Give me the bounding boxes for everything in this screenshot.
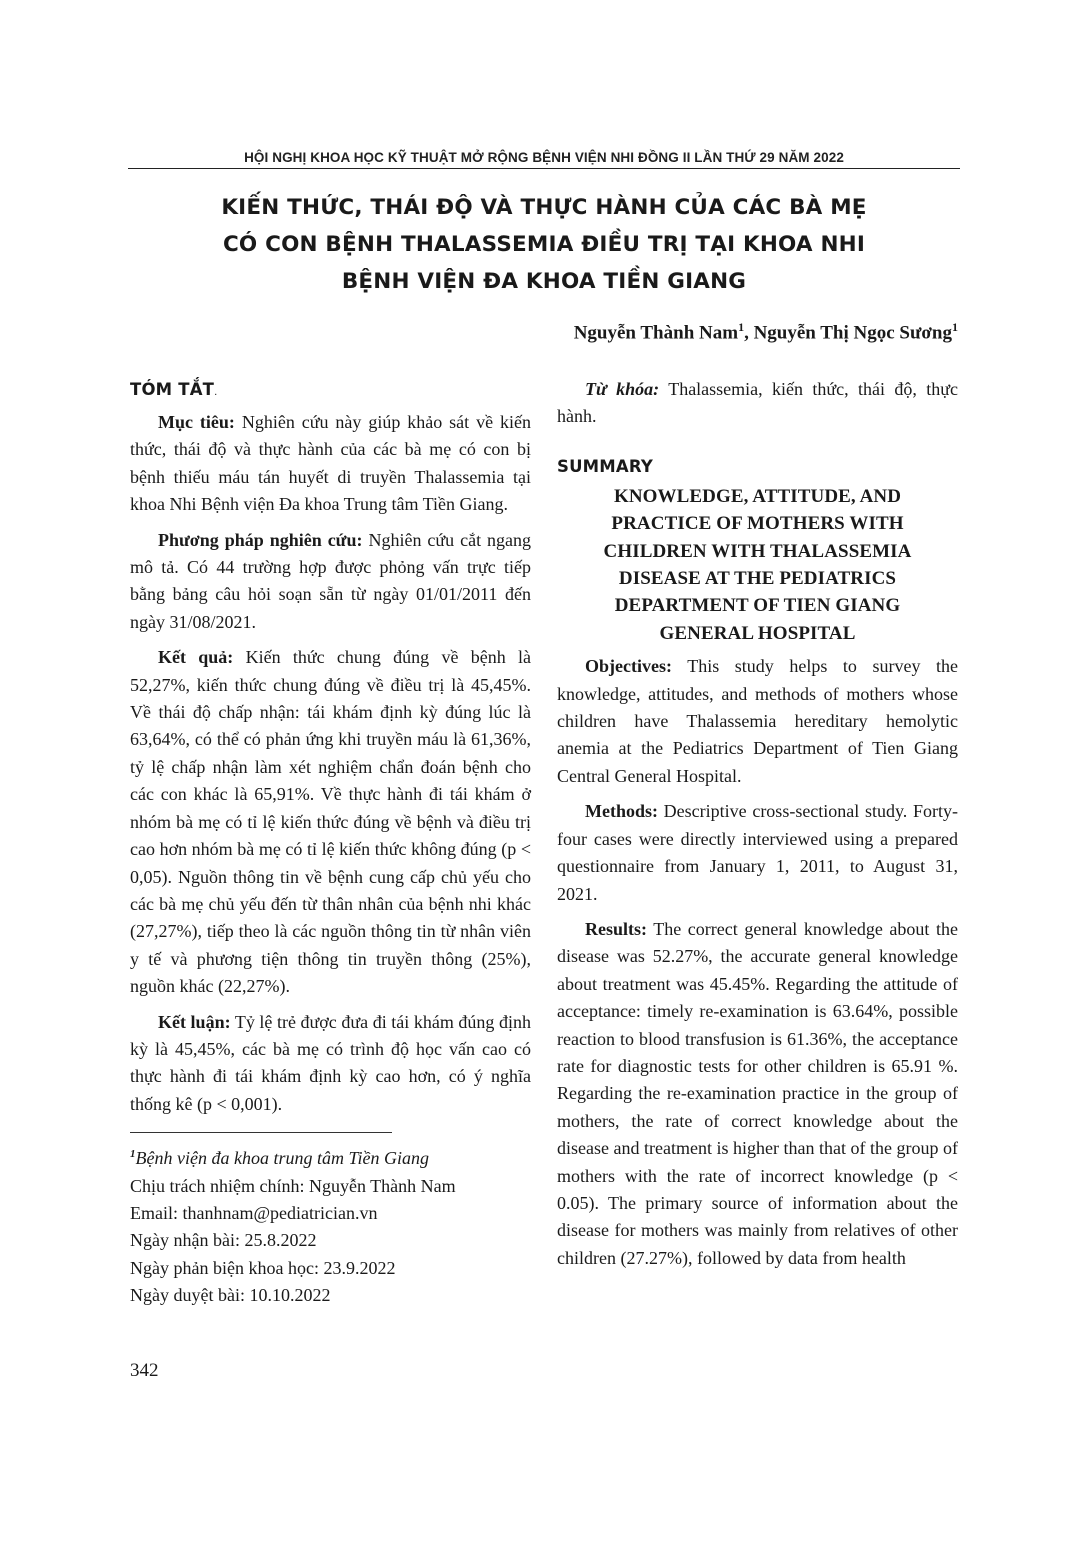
section-text: The correct general knowledge about the disease was 52.27%, the accurate general knowledge about treatment was 45.45%. Regarding the attitude of acceptance: timely re-examination is 63.64%, possible reaction to blood transfusion is 61.36%, the acceptance rate for diagnostic tests for other children is 65.91 %. Regarding the re-examination practice in the group of mothers, the rate of correct knowledge about the disease and treatment is higher than that of the group of mothers with the rate of incorrect knowledge (p < 0.05). The primary source of information about the disease for mothers was mainly from relatives of other children (27.27%), followed by data from health [557,918,958,1268]
footnote-affiliation [130,1141,531,1172]
english-title-line: GENERAL HOSPITAL [659,622,856,644]
section-text: Kiến thức chung đúng về bệnh là 52,27%, kiến thức chung đúng về điều trị là 45,45%. Về thái độ chấp nhận: tái khám định kỳ đúng lúc là 63,64%, có thể có phản ứng khi truyền máu là 61,36%, tỷ lệ chấp nhận làm xét nghiệm chẩn đoán bệnh cho các con khác là 65,91%. Về thực hành đi tái khám ở nhóm bà mẹ có tỉ lệ kiến thức đúng về bệnh và điều trị cao hơn nhóm bà mẹ có tỉ lệ kiến thức không đúng (p < 0,05). Nguồn thông tin về bệnh cung cấp chủ yếu cho các bà mẹ chủ yếu đến từ thân nhân của bệnh nhi khác (27,27%), tiếp theo là các nguồn thông tin từ nhân viên y tế và phương tiện thông tin truyền thông (25%), nguồn khác (22,27%). [130,647,531,997]
section-text: Nghiên cứu này giúp khảo sát về kiến thức, thái độ và thực hành của các bà mẹ có con bị bệnh thiếu máu tán huyết di truyền Thalassemia tại khoa Nhi Bệnh viện Đa khoa Trung tâm Tiền Giang. [130,412,531,515]
author-separator: , [744,322,754,344]
section-label: Results: [585,918,647,939]
title-line: CÓ CON BỆNH THALASSEMIA ĐIỀU TRỊ TẠI KHOA NHI [222,232,866,257]
running-header: HỘI NGHỊ KHOA HỌC KỸ THUẬT MỞ RỘNG BỆNH VIỆN NHI ĐỒNG II LẦN THỨ 29 NĂM 2022 [244,150,844,165]
right-column [557,376,958,1280]
section-label: Methods: [585,801,658,822]
author-name: Nguyễn Thị Ngọc Sương [753,322,952,344]
summary-methods [557,798,958,908]
section-label: Mục tiêu: [158,412,235,432]
english-title [557,483,958,647]
footnote-email: Email: thanhnam@pediatrician.vn [130,1202,378,1223]
section-label: Phương pháp nghiên cứu: [158,529,363,550]
footnote-rule [130,1132,392,1133]
header-rule [128,168,960,169]
author-affiliation-mark: 1 [952,320,958,334]
footnote [130,1141,531,1309]
footnote-mark: 1 [130,1148,136,1161]
abstract-conclusion [130,1009,531,1119]
author-name: Nguyễn Thành Nam [573,322,739,344]
section-text: Nghiên cứu cắt ngang mô tả. Có 44 trường hợp được phỏng vấn trực tiếp bằng bảng câu hỏi soạn sẵn từ ngày 01/01/2011 đến ngày 31/08/2021. [130,529,532,632]
section-text: This study helps to survey the knowledge, attitudes, and methods of mothers whose children have Thalassemia hereditary hemolytic anemia at the Pediatrics Department of Tien Giang Central General Hospital. [557,656,958,786]
vn-abstract-heading [130,376,531,406]
author-affiliation-mark: 1 [738,320,745,334]
section-text: Tỷ lệ trẻ được đưa đi tái khám đúng định kỳ là 45,45%, các bà mẹ có trình độ học vấn cao có thực hành đi tái khám định kỳ cao hơn, có ý nghĩa thống kê (p < 0,001). [130,1011,531,1114]
section-label: Kết quả: [158,647,234,668]
english-title-line: PRACTICE OF MOTHERS WITH [611,513,904,535]
footnote-received: Ngày nhận bài: 25.8.2022 [130,1230,317,1251]
summary-heading: SUMMARY [557,456,654,476]
summary-objectives [557,653,958,790]
english-title-line: KNOWLEDGE, ATTITUDE, AND [613,485,902,507]
left-column [130,376,531,1310]
abstract-results [130,644,531,1000]
english-title-line: DISEASE AT THE PEDIATRICS [618,568,897,590]
english-title-line: CHILDREN WITH THALASSEMIA [603,540,912,562]
heading-mark: . [214,387,218,398]
vn-abstract-heading-text: TÓM TẮT [130,380,215,399]
title-line: BỆNH VIỆN ĐA KHOA TIỀN GIANG [341,269,747,294]
footnote-corresponding: Chịu trách nhiệm chính: Nguyễn Thành Nam [130,1175,456,1196]
page-number: 342 [130,1360,159,1381]
english-title-line: DEPARTMENT OF TIEN GIANG [614,595,901,617]
keywords-text: Thalassemia, kiến thức, thái độ, thực hành. [557,379,958,427]
article-title [128,189,960,300]
footnote-reviewed: Ngày phản biện khoa học: 23.9.2022 [130,1257,396,1278]
keywords [557,376,958,431]
affiliation-text: Bệnh viện đa khoa trung tâm Tiền Giang [135,1148,429,1169]
abstract-methods [130,527,531,637]
author-list [400,320,958,344]
section-label: Objectives: [585,656,672,677]
abstract-objectives [130,409,531,519]
summary-results [557,916,958,1272]
section-label: Kết luận: [158,1011,231,1032]
title-line: KIẾN THỨC, THÁI ĐỘ VÀ THỰC HÀNH CỦA CÁC BÀ MẸ [221,195,867,220]
section-text: Descriptive cross-sectional study. Forty-four cases were directly interviewed using a prepared questionnaire from January 1, 2011, to August 31, 2021. [557,801,958,904]
keywords-label: Từ khóa: [585,379,660,399]
footnote-accepted: Ngày duyệt bài: 10.10.2022 [130,1285,331,1306]
